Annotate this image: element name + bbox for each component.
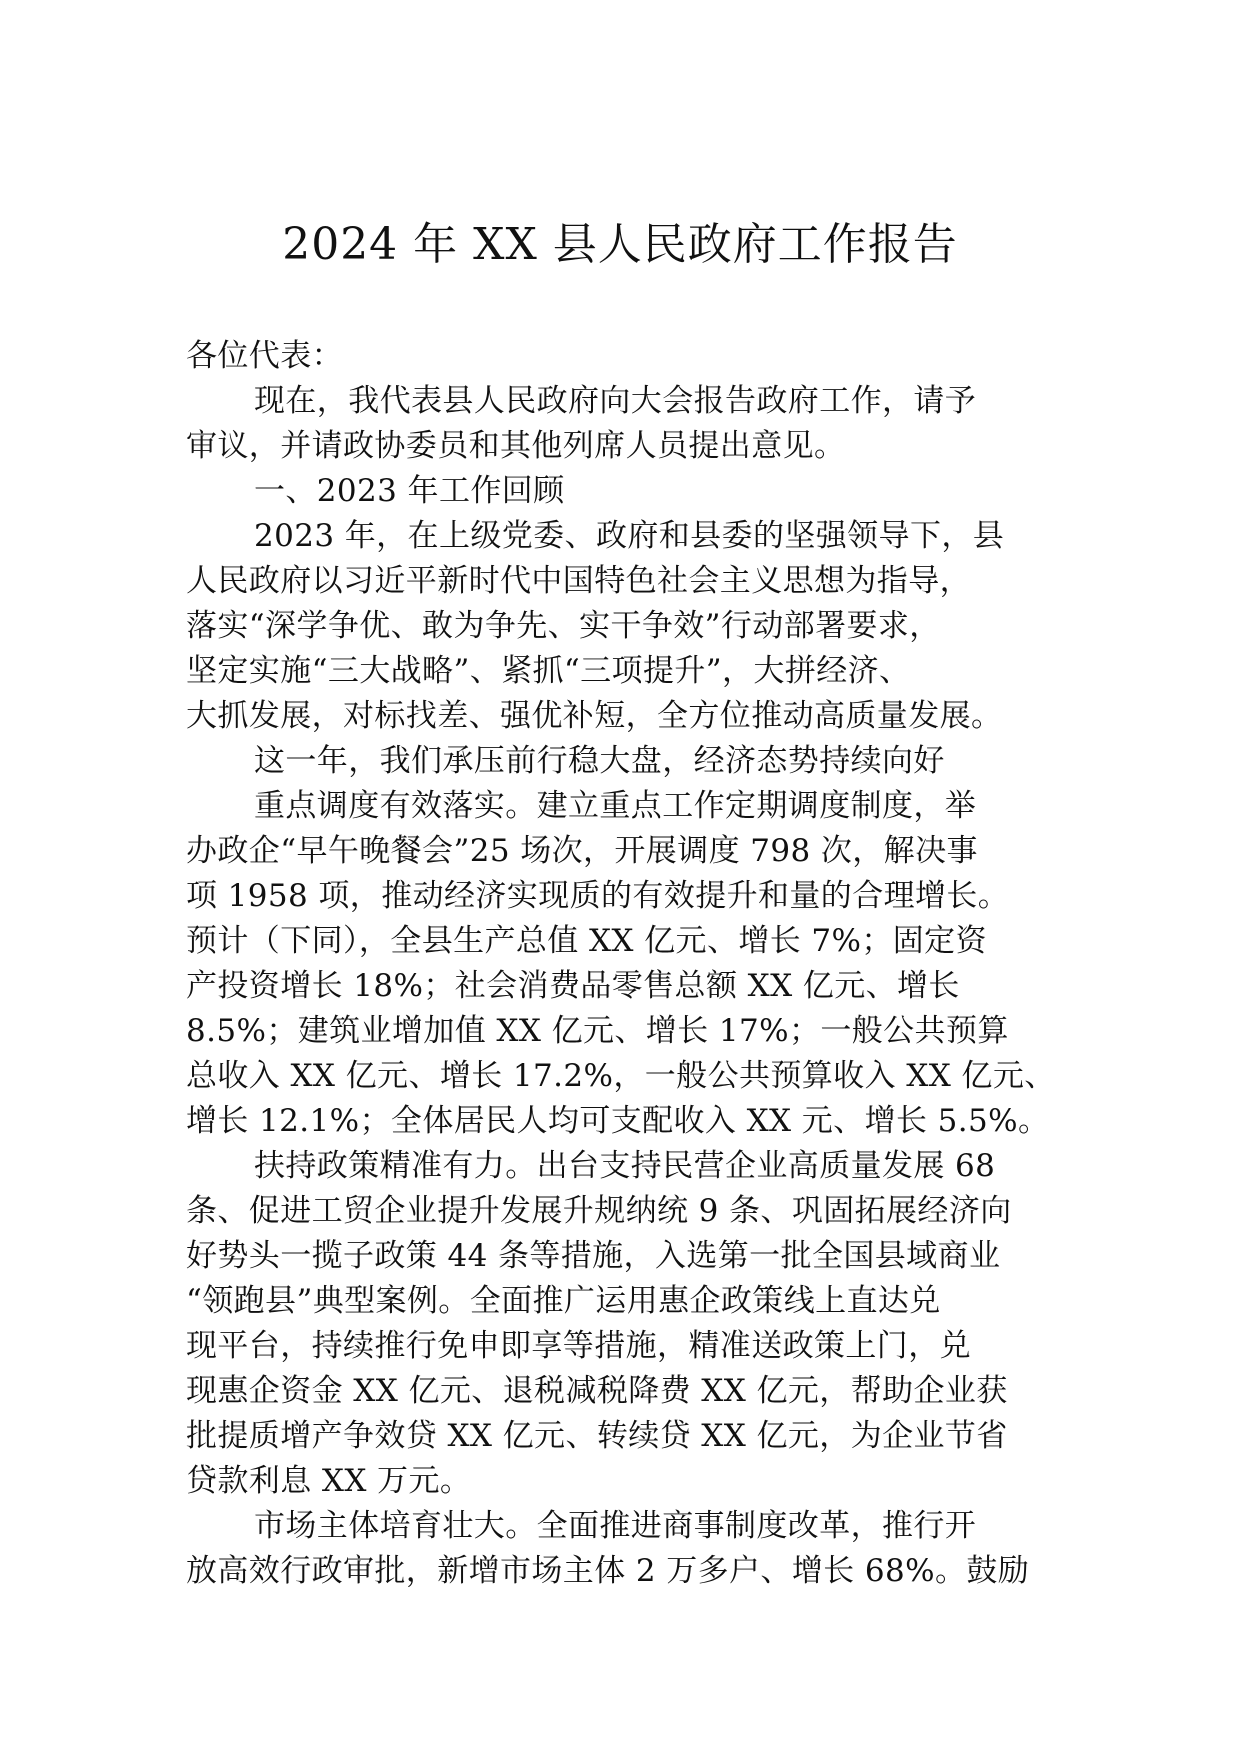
paragraph-line: 总收入 XX 亿元、增长 17.2%，一般公共预算收入 XX 亿元、 xyxy=(186,1058,1056,1094)
paragraph-line: 审议，并请政协委员和其他列席人员提出意见。 xyxy=(186,428,846,464)
paragraph-line: 产投资增长 18%；社会消费品零售总额 XX 亿元、增长 xyxy=(186,968,960,1004)
paragraph-line: 现在，我代表县人民政府向大会报告政府工作，请予 xyxy=(254,383,977,419)
paragraph-line: 项 1958 项，推动经济实现质的有效提升和量的合理增长。 xyxy=(186,878,1010,914)
document-title: 2024 年 XX 县人民政府工作报告 xyxy=(282,219,958,270)
paragraph-line: 增长 12.1%；全体居民人均可支配收入 XX 元、增长 5.5%。 xyxy=(186,1103,1050,1139)
paragraph-line: “领跑县”典型案例。全面推广运用惠企政策线上直达兑 xyxy=(186,1283,941,1319)
paragraph-line: 好势头一揽子政策 44 条等措施，入选第一批全国县域商业 xyxy=(186,1238,1001,1274)
paragraph-line: 扶持政策精准有力。出台支持民营企业高质量发展 68 xyxy=(254,1148,996,1184)
paragraph-line: 现惠企资金 XX 亿元、退税减税降费 XX 亿元，帮助企业获 xyxy=(186,1373,1008,1409)
paragraph-line: 条、促进工贸企业提升发展升规纳统 9 条、巩固拓展经济向 xyxy=(186,1193,1012,1229)
paragraph-line: 贷款利息 XX 万元。 xyxy=(186,1463,472,1499)
paragraph-line: 2023 年，在上级党委、政府和县委的坚强领导下，县 xyxy=(254,518,1005,554)
paragraph-line: 预计（下同），全县生产总值 XX 亿元、增长 7%；固定资 xyxy=(186,923,987,959)
salutation-line: 各位代表： xyxy=(186,338,343,374)
paragraph-line: 批提质增产争效贷 XX 亿元、转续贷 XX 亿元，为企业节省 xyxy=(186,1418,1008,1454)
paragraph-line: 重点调度有效落实。建立重点工作定期调度制度，举 xyxy=(254,788,977,824)
section-heading: 一、2023 年工作回顾 xyxy=(254,473,565,509)
paragraph-line: 人民政府以习近平新时代中国特色社会主义思想为指导， xyxy=(186,563,971,599)
paragraph-line: 现平台，持续推行免申即享等措施，精准送政策上门，兑 xyxy=(186,1328,971,1364)
paragraph-line: 落实“深学争优、敢为争先、实干争效”行动部署要求， xyxy=(186,608,941,644)
document-body xyxy=(186,334,1054,1594)
paragraph-line: 办政企“早午晚餐会”25 场次，开展调度 798 次，解决事 xyxy=(186,833,978,869)
paragraph-line: 市场主体培育壮大。全面推进商事制度改革，推行开 xyxy=(254,1508,977,1544)
paragraph-line: 坚定实施“三大战略”、紧抓“三项提升”，大拼经济、 xyxy=(186,653,911,689)
paragraph-line: 大抓发展，对标找差、强优补短，全方位推动高质量发展。 xyxy=(186,698,1003,734)
paragraph-line: 放高效行政审批，新增市场主体 2 万多户、增长 68%。鼓励 xyxy=(186,1553,1030,1589)
paragraph-line: 8.5%；建筑业增加值 XX 亿元、增长 17%；一般公共预算 xyxy=(186,1013,1009,1049)
paragraph-line: 这一年，我们承压前行稳大盘，经济态势持续向好 xyxy=(254,743,945,779)
